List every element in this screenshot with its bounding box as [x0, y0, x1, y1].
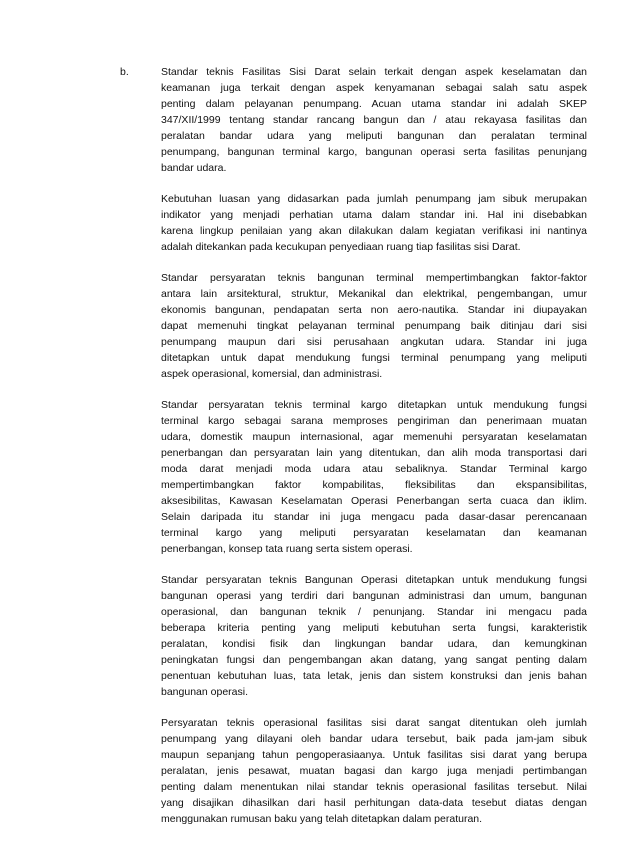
paragraph	[161, 64, 587, 176]
text-line: bangunan operasi.	[161, 686, 248, 698]
text-line: aksesibilitas, Kawasan Keselamatan Operasi Penerbangan serta cuaca dan iklim.	[161, 495, 587, 507]
text-line: penting dalam pelayanan penumpang. Acuan utama standar ini adalah SKEP	[161, 98, 587, 110]
text-line: terminal kargo sebagai sarana memproses pengiriman dan penerimaan muatan	[161, 415, 587, 427]
paragraph	[161, 397, 587, 557]
text-line: penting dalam menentukan nilai standar teknis operasional fasilitas tersebut. Nilai	[161, 781, 587, 793]
text-line: moda darat menjadi moda udara atau sebaliknya. Standar Terminal kargo	[161, 463, 587, 475]
text-line: Standar teknis Fasilitas Sisi Darat selain terkait dengan aspek keselamatan dan	[161, 66, 587, 78]
text-line: penumpang maupun dari sisi perusahaan angkutan udara. Standar ini juga	[161, 336, 587, 348]
text-line: Persyaratan teknis operasional fasilitas sisi darat sangat ditentukan oleh jumlah	[161, 717, 587, 729]
text-line: penerbangan dan persyaratan lain yang ditentukan, dan alih moda transportasi dari	[161, 447, 587, 459]
text-line: adalah ditekankan pada kecukupan penyediaan ruang tiap fasilitas sisi Darat.	[161, 241, 521, 253]
text-line: Standar persyaratan teknis terminal kargo ditetapkan untuk mendukung fungsi	[161, 399, 587, 411]
paragraph	[161, 715, 587, 827]
text-line: Standar persyaratan teknis Bangunan Operasi ditetapkan untuk mendukung fungsi	[161, 574, 587, 586]
item-marker: b.	[120, 66, 129, 78]
text-line: mempertimbangkan faktor kompabilitas, fleksibilitas dan ekspansibilitas,	[161, 479, 587, 491]
text-line: maupun sepanjang tahun pengoperasiaanya. Untuk fasilitas sisi darat yang berupa	[161, 749, 587, 761]
text-line: ditetapkan untuk dapat mendukung fungsi terminal penumpang yang meliputi	[161, 352, 587, 364]
text-line: penentuan kebutuhan luas, tata letak, jenis dan sistem konstruksi dan jenis bahan	[161, 670, 587, 682]
text-line: antara lain arsitektural, struktur, Mekanikal dan elektrikal, pengembangan, umur	[161, 288, 587, 300]
text-line: aspek operasional, komersial, dan administrasi.	[161, 368, 383, 380]
text-line: bandar udara.	[161, 162, 227, 174]
text-line: ekonomis bangunan, pendapatan serta non aero-nautika. Standar ini diupayakan	[161, 304, 587, 316]
paragraph	[161, 191, 587, 255]
text-line: menggunakan rumusan baku yang telah ditetapkan dalam peraturan.	[161, 813, 483, 825]
text-line: penumpang, bangunan terminal kargo, bangunan operasi serta fasilitas penunjang	[161, 146, 587, 158]
text-line: yang disajikan dihasilkan dari hasil perhitungan data-data tesebut diatas dengan	[161, 797, 587, 809]
text-line: keamanan juga terkait dengan aspek kenyamanan sebagai salah satu aspek	[161, 82, 587, 94]
text-line: Kebutuhan luasan yang didasarkan pada jumlah penumpang jam sibuk merupakan	[161, 193, 587, 205]
text-line: peningkatan fungsi dan pengembangan akan datang, yang sangat penting dalam	[161, 654, 587, 666]
text-line: operasional, dan bangunan teknik / penunjang. Standar ini mengacu pada	[161, 606, 587, 618]
text-line: terminal kargo yang meliputi persyaratan keselamatan dan keamanan	[161, 527, 587, 539]
text-line: Standar persyaratan teknis bangunan terminal mempertimbangkan faktor-faktor	[161, 272, 587, 284]
text-line: peralatan, jenis pesawat, muatan bagasi dan kargo juga menjadi pertimbangan	[161, 765, 587, 777]
text-line: peralatan, kondisi fisik dan lingkungan bandar udara, dan kemungkinan	[161, 638, 587, 650]
text-line: bangunan operasi yang terdiri dari bangunan administrasi dan umum, bangunan	[161, 590, 587, 602]
text-line: indikator yang menjadi perhatian utama dalam standar ini. Hal ini disebabkan	[161, 209, 587, 221]
text-line: beberapa kriteria penting yang meliputi kebutuhan serta fungsi, karakteristik	[161, 622, 587, 634]
text-line: udara, domestik maupun internasional, agar memenuhi persyaratan keselamatan	[161, 431, 587, 443]
text-line: dapat memenuhi tingkat pelayanan terminal penumpang baik ditinjau dari sisi	[161, 320, 587, 332]
text-line: penerbangan, konsep tata ruang serta sistem operasi.	[161, 543, 413, 555]
text-line: karena lingkup penilaian yang akan dilakukan dalam kegiatan verifikasi ini nantinya	[161, 225, 587, 237]
paragraph	[161, 572, 587, 700]
paragraph	[161, 270, 587, 382]
section-body	[161, 64, 587, 842]
text-line: 347/XII/1999 tentang standar rancang bangun dan / atau rekayasa fasilitas dan	[161, 114, 587, 126]
text-line: peralatan bandar udara yang meliputi bangunan dan peralatan terminal	[161, 130, 587, 142]
text-line: penumpang yang dilayani oleh bandar udara tersebut, baik pada jam-jam sibuk	[161, 733, 587, 745]
text-line: Selain daripada itu standar ini juga mengacu pada dasar-dasar perencanaan	[161, 511, 587, 523]
